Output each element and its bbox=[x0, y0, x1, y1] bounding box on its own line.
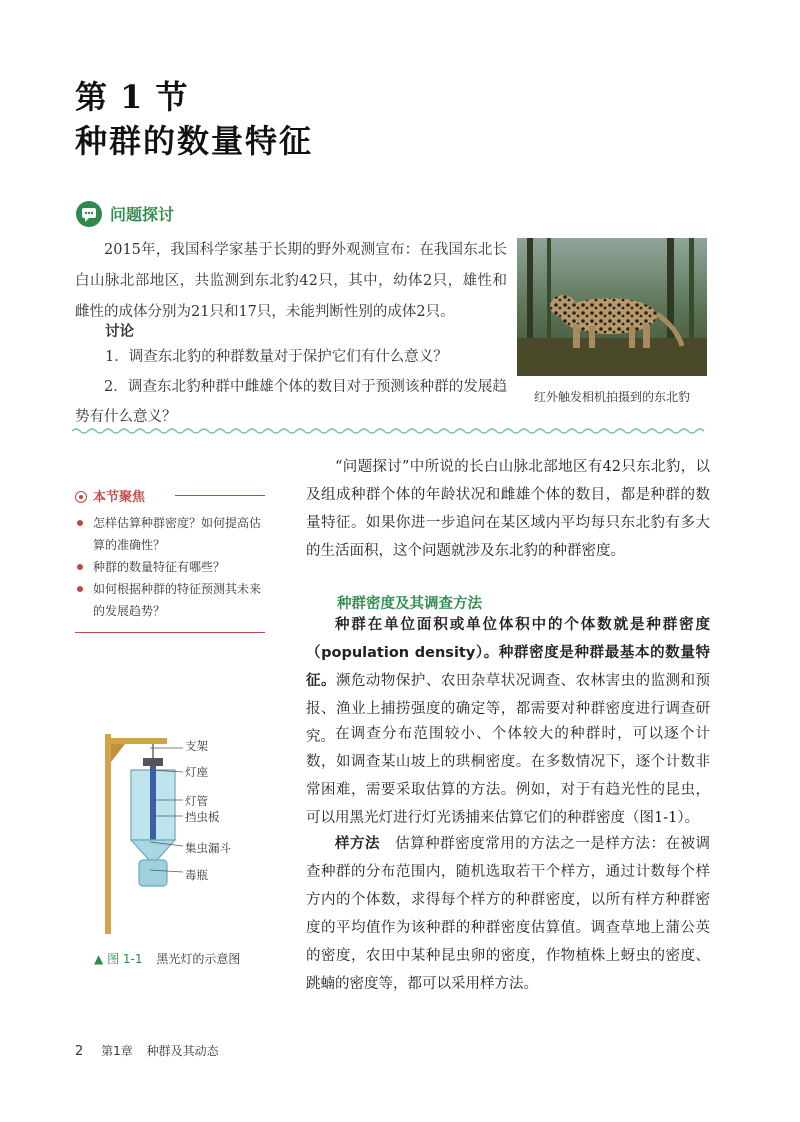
chapter-title: 种群及其动态 bbox=[146, 1044, 219, 1058]
focus-divider bbox=[75, 632, 265, 633]
label-lamp-tube: 灯管 bbox=[185, 794, 208, 808]
section-number: 第 1 节 bbox=[75, 78, 189, 116]
page-title: 种群的数量特征 bbox=[75, 122, 314, 160]
leopard-photo bbox=[517, 238, 707, 376]
target-icon bbox=[75, 491, 87, 503]
intro-paragraph: “问题探讨”中所说的长白山脉北部地区有42只东北豹，以及组成种群个体的年龄状况和雌雄个体的数目，都是种群的数量特征。如果你进一步追问在某区域内平均每只东北豹有多大的生活面积，这个问题就涉及东北豹的种群密度。 bbox=[306, 459, 710, 559]
sampling-paragraph: 样方法 估算种群密度常用的方法之一是样方法：在被调查种群的分布范围内，随机选取若干个样方，通过计数每个样方内的个体数，求得每个样方的种群密度，以所有样方种群密度的平均值作为该种群的种群密度估算值。调查草地上蒲公英的密度，农田中某种昆虫卵的密度，作物植株上蚜虫的密度、跳蝻的密度等，都可以采用样方法。 bbox=[306, 836, 711, 992]
label-bracket: 支架 bbox=[185, 739, 208, 753]
discussion-question-1: 1．调查东北豹的种群数量对于保护它们有什么意义？ bbox=[105, 349, 448, 365]
photo-caption: 红外触发相机拍摄到的东北豹 bbox=[533, 390, 690, 404]
label-lamp-base: 灯座 bbox=[185, 765, 208, 779]
chapter-number: 第1章 bbox=[101, 1044, 133, 1058]
focus-heading: 本节聚焦 bbox=[75, 486, 265, 508]
chat-bubble-icon bbox=[75, 200, 103, 228]
label-baffle: 挡虫板 bbox=[185, 810, 220, 824]
wavy-divider bbox=[72, 426, 712, 436]
label-funnel: 集虫漏斗 bbox=[185, 841, 231, 855]
figure-caption: ▲ 图 1-1 黑光灯的示意图 bbox=[94, 952, 241, 966]
inquiry-paragraph: 2015年，我国科学家基于长期的野外观测宣布：在我国东北长白山脉北部地区，共监测到东北豹42只，其中，幼体2只，雄性和雌性的成体分别为21只和17只，未能判断性别的成体2只。 bbox=[75, 242, 507, 320]
counting-paragraph: 在调查分布范围较小、个体较大的种群时，可以逐个计数，如调查某山坡上的珙桐密度。在多数情况下，逐个计数非常困难，需要采取估算的方法。例如，对于有趋光性的昆虫，可以用黑光灯进行灯光诱捕来估算它们的种群密度（图1-1）。 bbox=[306, 726, 710, 826]
definition-paragraph: 种群在单位面积或单位体积中的个体数就是种群密度（population density）。种群密度是种群最基本的数量特征。濒危动物保护、农田杂草状况调查、农林害虫的监测和预报、渔业上捕捞强度的确定等，都需要对种群密度进行调查研究。 bbox=[306, 617, 711, 745]
triangle-icon: ▲ bbox=[94, 952, 104, 966]
discussion-question-2: 2．调查东北豹种群中雌雄个体的数目对于预测该种群的发展趋势有什么意义？ bbox=[75, 379, 507, 425]
page-footer bbox=[75, 1042, 219, 1059]
label-poison-bottle: 毒瓶 bbox=[185, 868, 208, 882]
page-number: 2 bbox=[75, 1044, 84, 1059]
inquiry-heading: 问题探讨 bbox=[110, 205, 175, 224]
list-item: 怎样估算种群密度？如何提高估算的准确性？ bbox=[75, 512, 265, 556]
discussion-label: 讨论 bbox=[105, 324, 134, 340]
subsection-heading: 种群密度及其调查方法 bbox=[337, 596, 482, 612]
focus-list bbox=[75, 512, 265, 622]
list-item: 种群的数量特征有哪些？ bbox=[75, 556, 265, 578]
label-leader-lines bbox=[150, 744, 185, 874]
list-item: 如何根据种群的特征预测其未来的发展趋势？ bbox=[75, 578, 265, 622]
